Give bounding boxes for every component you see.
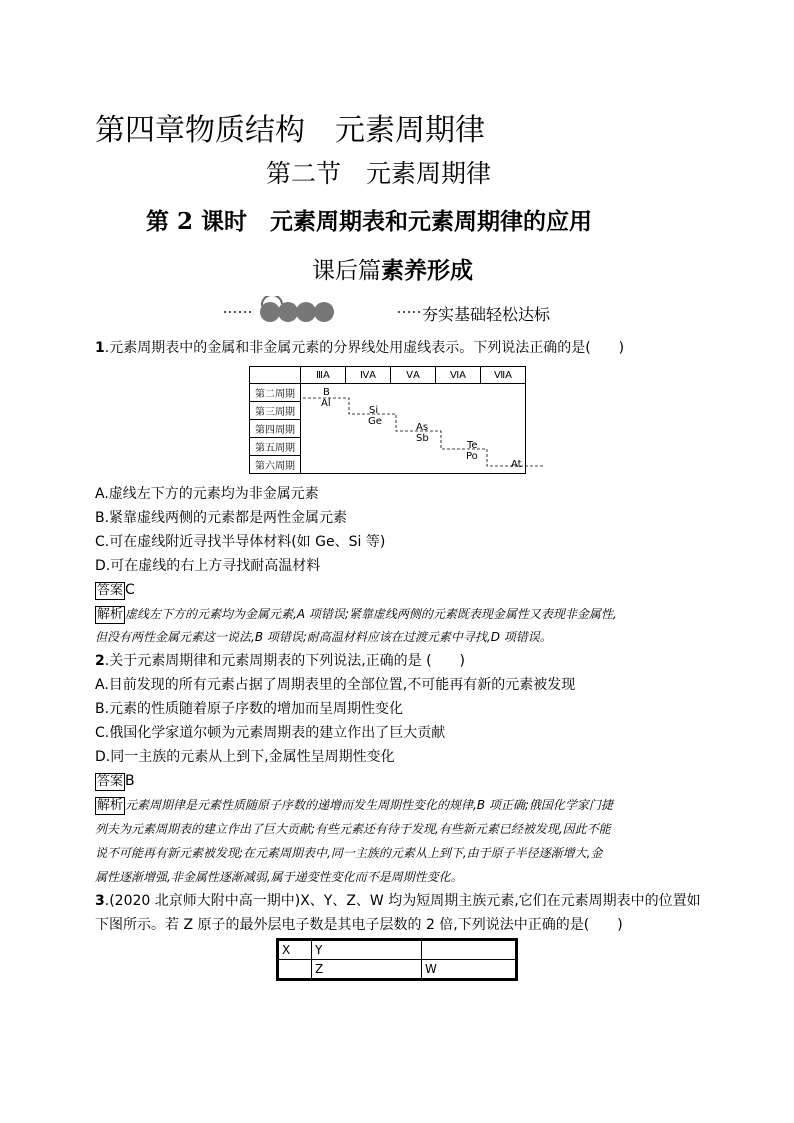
q2-option-b: B.元素的性质随着原子序数的增加而呈周期性变化 (95, 701, 404, 717)
q1-explanation-line: 但没有两性金属元素这一说法,B 项错误;耐高温材料应该在过渡元素中寻找,D 项错误。 (95, 630, 552, 644)
q3-stem-text: .(2020 北京师大附中高一期中)X、Y、Z、W 均为短周期主族元素,它们在元素周期表中的位置如 (104, 893, 701, 909)
group-header: ⅢA (301, 367, 346, 384)
q2-number: 2 (95, 653, 105, 669)
xyz-cell: Z (312, 960, 422, 979)
answer-label: 答案 (97, 583, 124, 598)
q1-option-b: B.紧靠虚线两侧的元素都是两性金属元素 (95, 510, 348, 526)
element-al: Al (321, 398, 331, 409)
q1-answer-value: C (125, 582, 135, 598)
q3-stem (95, 890, 701, 912)
q2-option-a: A.目前发现的所有元素占据了周期表里的全部位置,不可能再有新的元素被发现 (95, 677, 576, 693)
q1-answer (95, 579, 135, 601)
q2-option-d: D.同一主族的元素从上到下,金属性呈周期性变化 (95, 749, 395, 765)
q2-explanation-line: 属性逐渐增强,非金属性逐渐减弱,属于递变性变化而不是周期性变化。 (95, 870, 463, 884)
q1-stem (95, 337, 624, 359)
q2-answer (95, 770, 135, 792)
q2-explain-text: 元素周期律是元素性质随原子序数的递增而发生周期性变化的规律,B 项正确;俄国化学家门捷 (125, 798, 613, 812)
q2-explanation-line (95, 794, 613, 816)
q1-periodic-figure (249, 366, 526, 474)
q2-explanation-line: 列夫为元素周期表的建立作出了巨大贡献;有些元素还有待于发现,有些新元素已经被发现,因此不能 (95, 822, 611, 836)
q1-option-c: C.可在虚线附近寻找半导体材料(如 Ge、Si 等) (95, 534, 386, 550)
section-title: 第二节 元素周期律 (266, 159, 492, 188)
element-area (301, 384, 526, 474)
q3-stem-line2: 下图所示。若 Z 原子的最外层电子数是其电子层数的 2 倍,下列说法中正确的是( ) (95, 917, 623, 933)
group-header: ⅥA (436, 367, 481, 384)
xyz-cell (422, 941, 516, 960)
part-title-suffix: 素养形成 (381, 258, 473, 284)
q2-option-c: C.俄国化学家道尔顿为元素周期表的建立作出了巨大贡献 (95, 725, 446, 741)
period-label: 第三周期 (250, 402, 301, 420)
q3-position-table (278, 940, 516, 979)
q1-number: 1 (95, 340, 105, 356)
q1-stem-text: .元素周期表中的金属和非金属元素的分界线处用虚线表示。下列说法正确的是( ) (104, 340, 625, 356)
part-title (312, 252, 473, 285)
xyz-cell (279, 960, 312, 979)
q1-explanation-line (95, 603, 617, 625)
element-b: B (323, 387, 330, 398)
subsection-banner (222, 296, 602, 328)
chapter-title: 第四章物质结构 元素周期律 (95, 113, 485, 148)
part-title-prefix: 课后篇 (312, 258, 381, 284)
element-te: Te (467, 440, 478, 451)
period-label: 第二周期 (250, 384, 301, 402)
q3-position-table-frame (276, 938, 518, 981)
xyz-cell: W (422, 960, 516, 979)
element-at: At (511, 459, 522, 470)
period-label: 第四周期 (250, 420, 301, 438)
xyz-cell: Y (312, 941, 422, 960)
q1-periodic-table (249, 366, 526, 474)
element-po: Po (466, 451, 478, 462)
xyz-cell: X (279, 941, 312, 960)
q1-option-d: D.可在虚线的右上方寻找耐高温材料 (95, 558, 321, 574)
q2-stem (95, 650, 465, 672)
element-sb: Sb (416, 433, 429, 444)
q2-answer-value: B (125, 773, 135, 789)
group-header: ⅣA (346, 367, 391, 384)
group-header: ⅤA (391, 367, 436, 384)
lesson-title: 第 2 课时 元素周期表和元素周期律的应用 (146, 208, 593, 235)
q1-explain-text: 虚线左下方的元素均为金属元素,A 项错误;紧靠虚线两侧的元素既表现金属性又表现非金属性, (125, 607, 617, 621)
explain-label: 解析 (97, 607, 124, 622)
corner-cell (250, 367, 301, 384)
element-as: As (416, 422, 429, 433)
subsection-title: 夯实基础轻松达标 (422, 305, 551, 324)
element-si: Si (369, 405, 379, 416)
explain-label: 解析 (97, 798, 124, 813)
group-header: ⅦA (481, 367, 526, 384)
element-ge: Ge (368, 416, 382, 427)
q3-number: 3 (95, 893, 105, 909)
q2-explanation-line: 说不可能再有新元素被发现;在元素周期表中,同一主族的元素从上到下,由于原子半径逐渐增大,金 (95, 846, 603, 860)
answer-label: 答案 (97, 774, 124, 789)
q1-option-a: A.虚线左下方的元素均为非金属元素 (95, 486, 319, 502)
q2-stem-text: .关于元素周期律和元素周期表的下列说法,正确的是 ( ) (104, 653, 466, 669)
period-label: 第六周期 (250, 456, 301, 474)
period-label: 第五周期 (250, 438, 301, 456)
